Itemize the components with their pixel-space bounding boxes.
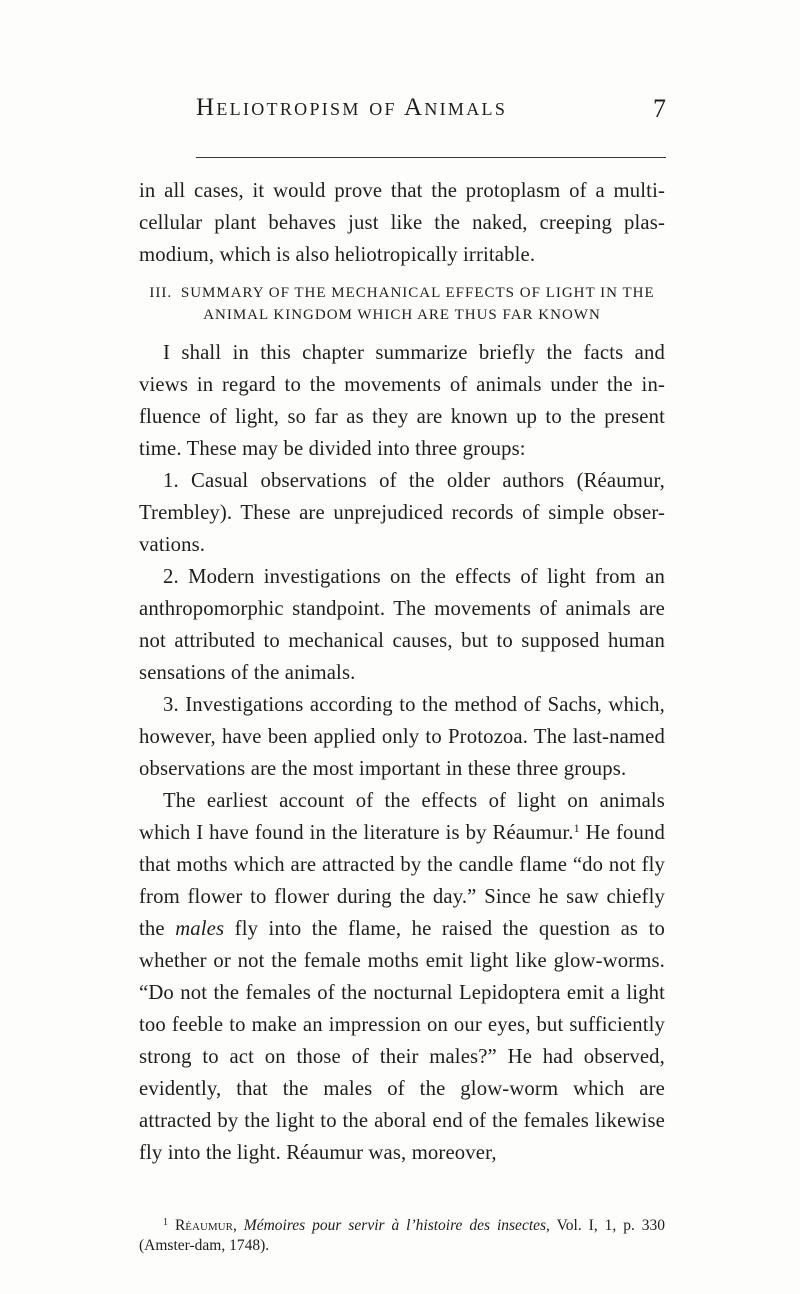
reaumur-text-a: The earliest account of the effects of light on animals which I have found in the literature is by Réaumur.	[139, 790, 665, 844]
footnote-author: Réaumur,	[174, 1217, 237, 1234]
section-title-line2: ANIMAL KINGDOM WHICH ARE THUS FAR KNOWN	[203, 307, 601, 323]
header-rule	[196, 157, 666, 158]
reaumur-text-b: He found that moths which are attracted by the candle flame “do not fly from flower to flower during the day.” Since he saw chiefly the	[139, 822, 665, 940]
page-number: 7	[653, 94, 666, 123]
section-number: III.	[149, 285, 173, 301]
footnote-title: Mémoires pour servir à l’histoire des insectes,	[243, 1217, 550, 1234]
section-heading	[139, 282, 665, 326]
page-header	[196, 94, 666, 124]
footnote-details: Vol. I, 1, p. 330 (Amster-dam, 1748).	[139, 1217, 666, 1254]
running-head: Heliotropism of Animals	[196, 94, 508, 121]
footnote-mark: 1	[163, 1217, 168, 1228]
paragraph-reaumur	[139, 785, 665, 1169]
section-title-line1: SUMMARY OF THE MECHANICAL EFFECTS OF LIGHT IN THE	[180, 285, 655, 301]
paragraph-intro: I shall in this chapter summarize briefly the facts and views in regard to the movements of animals under the in-fluence of light, so far as they are known up to the present time. These may be divided into three groups:	[139, 342, 665, 460]
emphasis-males: males	[175, 918, 225, 940]
list-item-1: 1. Casual observations of the older authors (Réaumur, Trembley). These are unprejudiced records of simple obser-vations.	[139, 470, 665, 556]
list-item-2: 2. Modern investigations on the effects of light from an anthropomorphic standpoint. The movements of animals are not attributed to mechanical causes, but to supposed human sensations of the animals.	[139, 566, 665, 684]
body-text	[139, 175, 665, 1169]
footnote	[139, 1216, 665, 1256]
reaumur-text-c: fly into the flame, he raised the question as to whether or not the female moths emit light like glow-worms. “Do not the females of the nocturnal Lepidoptera emit a light too feeble to make an impression on our eyes, but sufficiently strong to act on those of their males?” He had observed, evidently, that the males of the glow-worm which are attracted by the light to the aboral end of the females likewise fly into the light. Réaumur was, moreover,	[139, 918, 665, 1164]
list-item-3: 3. Investigations according to the method of Sachs, which, however, have been applied only to Protozoa. The last-named observations are the most important in these three groups.	[139, 694, 665, 780]
paragraph-continuation: in all cases, it would prove that the protoplasm of a multi-cellular plant behaves just like the naked, creeping plas-modium, which is also heliotropically irritable.	[139, 180, 665, 266]
footnote-reference: 1	[573, 821, 580, 835]
